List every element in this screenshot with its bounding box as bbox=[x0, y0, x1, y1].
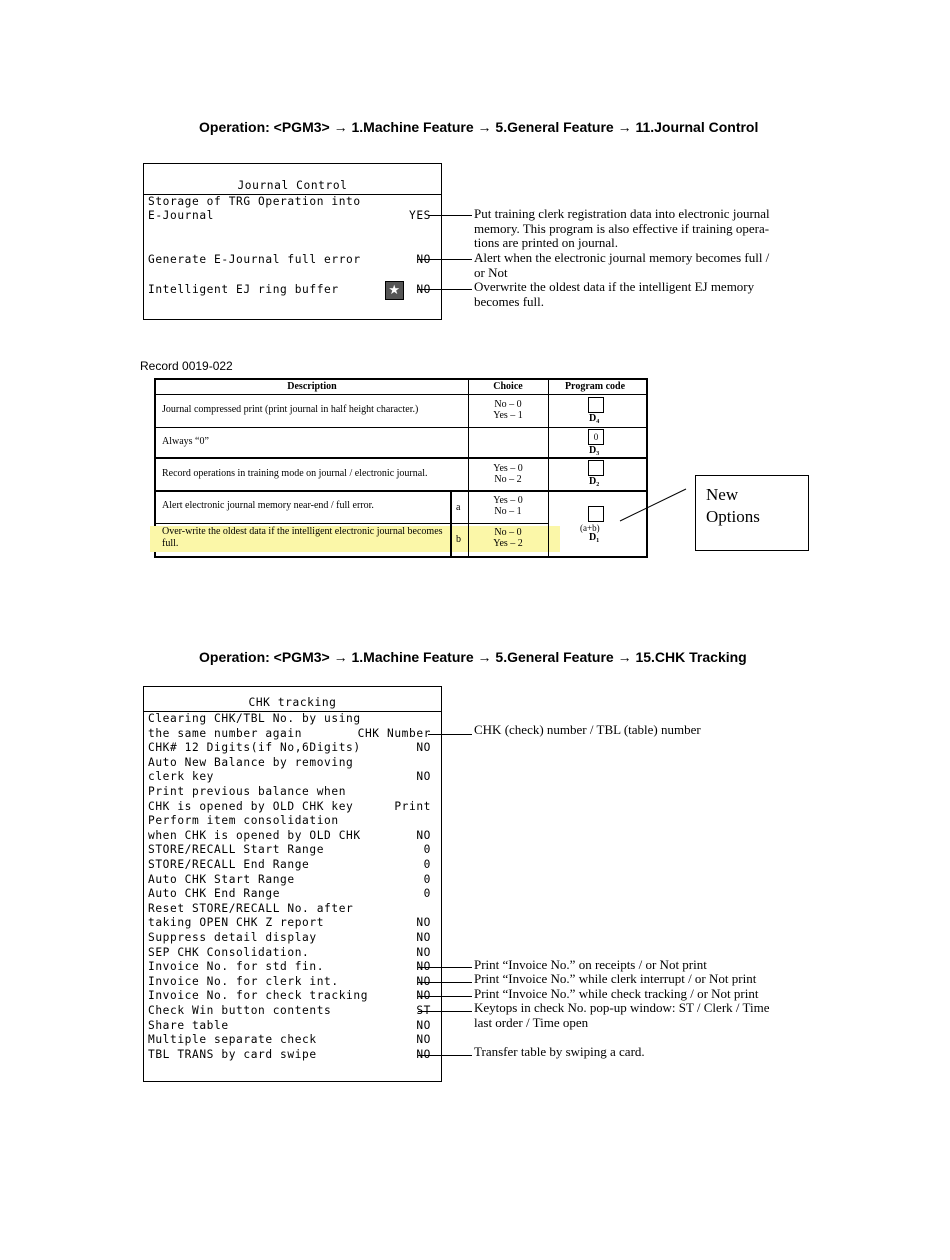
setting-value[interactable]: NO bbox=[416, 283, 431, 296]
row-description: Alert electronic journal memory near-end / full error. bbox=[162, 500, 374, 511]
row-description: Over-write the oldest data if the intelligent electronic journal becomes full. bbox=[162, 526, 443, 549]
annotation-note: Transfer table by swiping a card. bbox=[474, 1044, 645, 1059]
setting-label: Auto New Balance by removing bbox=[148, 755, 354, 769]
setting-value[interactable]: 0 bbox=[423, 843, 431, 857]
annotation-note: Print “Invoice No.” while check tracking / or Not print bbox=[474, 986, 759, 1001]
setting-label: Invoice No. for check tracking bbox=[148, 989, 369, 1003]
header-choice: Choice bbox=[493, 381, 523, 392]
program-code-box[interactable] bbox=[588, 506, 604, 522]
setting-label: Generate E-Journal full error bbox=[148, 253, 361, 266]
setting-label: Suppress detail display bbox=[148, 931, 317, 944]
setting-label: STORE/RECALL End Range bbox=[148, 858, 310, 871]
row-choice: Yes – 0 No – 2 bbox=[493, 463, 523, 485]
row-choice: No – 0 Yes – 2 bbox=[493, 527, 523, 549]
callout-text: Options bbox=[706, 507, 760, 526]
operation-path-journal: Operation: <PGM3> → 1.Machine Feature → 5.General Feature → 11.Journal Control bbox=[199, 119, 759, 135]
row-description: Journal compressed print (print journal in half height character.) bbox=[162, 404, 419, 415]
setting-label: Clearing CHK/TBL No. by using bbox=[148, 712, 361, 725]
setting-label: CHK# 12 Digits(if No,6Digits) bbox=[148, 741, 361, 755]
setting-label: the same number again bbox=[148, 726, 303, 740]
setting-label: Print previous balance when bbox=[148, 785, 347, 798]
digit-label: D₁ bbox=[589, 532, 600, 543]
setting-label: Share table bbox=[148, 1018, 229, 1032]
leader-line bbox=[418, 259, 472, 260]
leader-line bbox=[428, 734, 472, 735]
sub-index: a bbox=[456, 502, 461, 513]
digit-label: D₃ bbox=[589, 445, 600, 456]
operation-path-chk: Operation: <PGM3> → 1.Machine Feature → 5.General Feature → 15.CHK Tracking bbox=[199, 649, 747, 665]
row-description: Record operations in training mode on journal / electronic journal. bbox=[162, 468, 428, 479]
setting-label: Auto CHK End Range bbox=[148, 887, 281, 901]
setting-label: Auto CHK Start Range bbox=[148, 872, 295, 886]
leader-line bbox=[418, 967, 472, 968]
setting-label: Invoice No. for clerk int. bbox=[148, 974, 339, 988]
setting-value[interactable]: NO bbox=[416, 931, 431, 944]
setting-label: Reset STORE/RECALL No. after bbox=[148, 901, 354, 915]
setting-value[interactable]: Print bbox=[394, 799, 431, 813]
setting-value[interactable]: NO bbox=[416, 770, 431, 784]
setting-label: Perform item consolidation bbox=[148, 814, 339, 828]
setting-label: taking OPEN CHK Z report bbox=[148, 916, 325, 930]
chk-tracking-screen bbox=[143, 686, 442, 1082]
setting-label: when CHK is opened by OLD CHK bbox=[148, 828, 361, 842]
annotation-note: Overwrite the oldest data if the intelligent EJ memory becomes full. bbox=[474, 279, 755, 309]
leader-line bbox=[418, 289, 472, 290]
setting-value[interactable]: ST bbox=[416, 1004, 431, 1017]
record-table bbox=[154, 378, 648, 558]
setting-value[interactable]: NO bbox=[416, 1033, 431, 1047]
setting-label: Storage of TRG Operation into bbox=[148, 195, 361, 208]
setting-value[interactable]: 0 bbox=[423, 858, 431, 871]
leader-line bbox=[418, 1011, 472, 1012]
setting-value[interactable]: NO bbox=[416, 989, 431, 1003]
setting-label: E-Journal bbox=[148, 209, 215, 222]
digit-label: D₂ bbox=[589, 476, 600, 487]
program-code-box: 0 bbox=[588, 429, 604, 445]
journal-control-title: Journal Control bbox=[237, 179, 348, 192]
setting-value[interactable]: NO bbox=[416, 960, 431, 974]
setting-value[interactable]: NO bbox=[416, 828, 431, 842]
annotation-note: Alert when the electronic journal memory becomes full / or Not bbox=[474, 250, 770, 280]
program-code-box[interactable] bbox=[588, 460, 604, 476]
setting-value[interactable]: NO bbox=[416, 974, 431, 988]
setting-value[interactable]: 0 bbox=[423, 872, 431, 886]
program-code-box[interactable] bbox=[588, 397, 604, 413]
setting-label: Invoice No. for std fin. bbox=[148, 960, 325, 974]
setting-value[interactable]: NO bbox=[416, 945, 431, 959]
combined-code-label: (a+b) bbox=[580, 523, 600, 533]
setting-label: Multiple separate check bbox=[148, 1033, 317, 1047]
record-label: Record 0019-022 bbox=[140, 359, 233, 373]
setting-label: CHK is opened by OLD CHK key bbox=[148, 799, 354, 813]
annotation-note: CHK (check) number / TBL (table) number bbox=[474, 722, 701, 737]
row-choice: Yes – 0 No – 1 bbox=[493, 495, 523, 517]
annotation-note: Print “Invoice No.” while clerk interrupt / or Not print bbox=[474, 971, 757, 986]
annotation-note: Keytops in check No. pop-up window: ST / Clerk / Time last order / Time open bbox=[474, 1000, 770, 1030]
header-description: Description bbox=[287, 381, 337, 392]
setting-value[interactable]: NO bbox=[416, 741, 431, 755]
row-description: Always “0” bbox=[162, 436, 209, 447]
leader-line bbox=[428, 215, 472, 216]
annotation-note: Put training clerk registration data into electronic journal memory. This program is also effective if training opera- tions are printed on journal. bbox=[474, 206, 770, 251]
setting-value[interactable]: 0 bbox=[423, 887, 431, 901]
setting-value[interactable]: NO bbox=[416, 253, 431, 266]
new-options-callout bbox=[695, 475, 809, 551]
setting-value[interactable]: YES bbox=[408, 209, 431, 222]
annotation-note: Print “Invoice No.” on receipts / or Not print bbox=[474, 957, 707, 972]
leader-line bbox=[418, 1055, 472, 1056]
digit-label: D₄ bbox=[589, 413, 600, 424]
setting-label: STORE/RECALL Start Range bbox=[148, 843, 325, 857]
setting-label: TBL TRANS by card swipe bbox=[148, 1047, 317, 1061]
leader-line bbox=[418, 996, 472, 997]
setting-value[interactable]: NO bbox=[416, 1047, 431, 1061]
callout-text: New bbox=[706, 485, 739, 504]
leader-line bbox=[418, 982, 472, 983]
row-choice: No – 0 Yes – 1 bbox=[493, 399, 523, 421]
setting-label: clerk key bbox=[148, 770, 215, 784]
sub-index: b bbox=[456, 534, 461, 545]
setting-label: Intelligent EJ ring buffer bbox=[148, 283, 339, 296]
setting-value[interactable]: CHK Number bbox=[357, 726, 431, 740]
setting-value[interactable]: NO bbox=[416, 916, 431, 930]
setting-label: Check Win button contents bbox=[148, 1004, 332, 1017]
setting-label: SEP CHK Consolidation. bbox=[148, 945, 310, 959]
header-program-code: Program code bbox=[564, 381, 626, 392]
star-icon: ★ bbox=[385, 281, 404, 300]
journal-control-screen bbox=[143, 163, 442, 320]
setting-value[interactable]: NO bbox=[416, 1018, 431, 1032]
chk-tracking-title: CHK tracking bbox=[248, 696, 337, 709]
